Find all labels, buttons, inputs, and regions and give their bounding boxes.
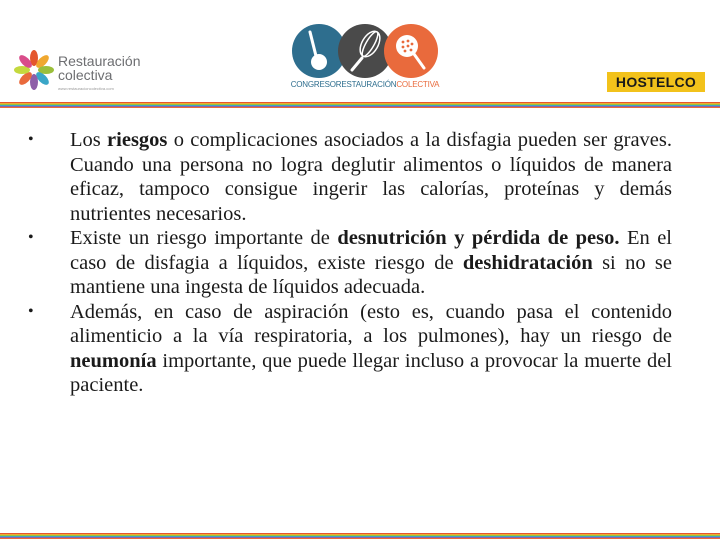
- bullet-item: [28, 226, 672, 300]
- stripe-line: [0, 538, 720, 539]
- caption-part2: COLECTIVA: [396, 80, 440, 89]
- caption-part1: CONGRESORESTAURACIÓN: [290, 80, 397, 89]
- bold-term: riesgos: [107, 129, 168, 151]
- stripe-line: [0, 107, 720, 108]
- hostelco-logo: HOSTELCO: [607, 72, 705, 92]
- bullet-item: [28, 128, 672, 226]
- bullet-text: En el caso de disfagia a líquidos, existe riesgo de: [70, 227, 672, 274]
- footer-color-stripe: [0, 533, 720, 539]
- bullet-marker: •: [28, 131, 34, 148]
- bold-term: desnutrición y pérdida de peso.: [337, 227, 620, 249]
- bold-term: neumonía: [70, 349, 157, 372]
- flower-logo-icon: [12, 48, 56, 92]
- bullet-item: [28, 300, 672, 398]
- bullet-text: Los: [70, 129, 108, 151]
- logo-url: www.restauracioncolectiva.com: [58, 86, 114, 91]
- bullet-list: [28, 128, 672, 398]
- bold-term: deshidratación: [462, 251, 593, 274]
- bullet-text: si no se mantiene una ingesta de líquidos adecuada.: [70, 251, 672, 298]
- bullet-text: o complicaciones asociados a la disfagia pueden ser graves. Cuando una persona no logra deglutir alimentos o líquidos de manera eficaz, tampoco consigue ingerir las calorías, proteínas y demás nutrientes necesarios.: [70, 129, 673, 225]
- kitchen-utensils-icon: [290, 22, 440, 82]
- restauracion-colectiva-logo: [12, 46, 141, 96]
- bullet-text: Además, en caso de aspiración (esto es, cuando pasa el contenido alimenticio a la vía respiratoria, a los pulmones), hay un riesgo de: [70, 300, 672, 347]
- header-color-stripe: [0, 102, 720, 108]
- slide-header: [0, 0, 720, 112]
- congreso-caption: [282, 80, 448, 89]
- congreso-logo: [282, 18, 448, 98]
- bullet-marker: •: [28, 229, 34, 246]
- bullet-text: Existe un riesgo importante de: [70, 227, 338, 249]
- bullet-text: importante, que puede llegar incluso a provocar la muerte del paciente.: [70, 349, 672, 396]
- logo-line2: colectiva: [58, 67, 113, 83]
- bullet-marker: •: [28, 302, 34, 320]
- logo-line1: Restauración: [58, 53, 141, 69]
- restauracion-colectiva-wordmark: [58, 54, 141, 82]
